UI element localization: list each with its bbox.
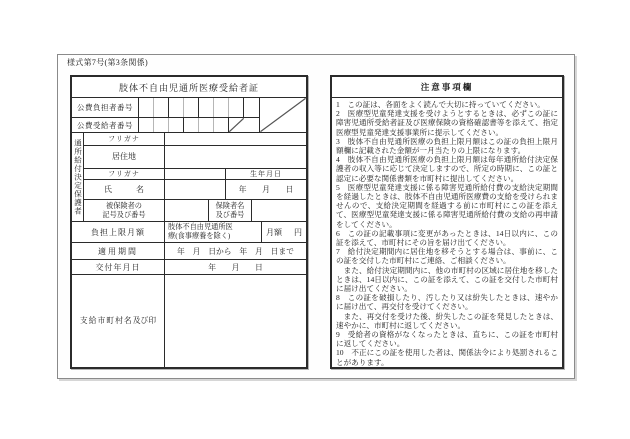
furigana-row-1: [84, 133, 306, 145]
municipality-label-line2: 及び印: [132, 316, 157, 325]
number-rows: [72, 97, 306, 132]
address-input-area: [165, 146, 306, 168]
certificate-title: 肢体不自由児通所医療受給者証: [118, 82, 259, 93]
name-input-area: [165, 180, 225, 199]
digit-cell: [139, 118, 154, 132]
address-row: [84, 145, 306, 168]
insurer-name-label: [208, 200, 252, 221]
note-item-2: 2 医療型児童発達支援を受けようとするときは、必ずこの証に障害児通所受給者証及び医療保険の資格確認書等を添えて、指定医療型児童発達支援事業所に提示してください。: [336, 109, 558, 137]
certificate-table: [70, 75, 308, 369]
birthdate-value: 年 月 日: [225, 180, 306, 199]
monthly-cap-label: 負担上限月額: [72, 222, 165, 242]
digit-cell: [169, 98, 184, 117]
birthdate-header: 生年月日: [225, 169, 306, 180]
note-item-1: 1 この証は、各面をよく読んで大切に持っていてください。: [336, 100, 545, 109]
digit-cell: [154, 118, 169, 132]
insurer-name-label-line1: 保険者名: [215, 202, 245, 211]
note-item-8b: また、再交付を受けた後、紛失したこの証を発見したときは、速やかに、市町村に返してください。: [336, 311, 558, 330]
note-item-8: 8 この証を破損したり、汚したり又は紛失したときは、速やかに届け出て、再交付を受けてください。: [336, 293, 558, 312]
slashed-cell: [229, 118, 244, 132]
municipality-row: [72, 274, 306, 367]
note-item-10: 10 不正にこの証を使用した者は、関係法令により処罰されることがあります。: [336, 348, 558, 367]
note-item-4: 4 肢体不自由児通所医療の負担上限月額は毎年通所給付決定保護者の収入等に応じて決定しますので、所定の時期に、この証と認定に必要な関係書類を市町村に提出してください。: [336, 155, 558, 183]
note-item-9: 9 受給者の資格がなくなったときは、直ちに、この証を市町村に返してください。: [336, 330, 558, 349]
protector-vertical-label: 通所給付決定保護者: [72, 133, 84, 221]
digit-cell: [169, 118, 184, 132]
note-item-3: 3 肢体不自由児通所医療の負担上限月額はこの証の負担上限月額欄に記載された金額が一月当たりの上限になります。: [336, 136, 558, 156]
municipality-label-line1: 支給市町村名: [79, 316, 133, 325]
note-item-5: 5 医療型児童発達支援に係る障害児通所給付費の支給決定期間を経過したときは、肢体不自由児通所医療費の支給を受けられませんので、支給決定期間を経過する前に市町村にこの証を添えて、医療型児童発達支援に係る障害児通所給付費の支給の再申請をしてください。: [336, 182, 558, 229]
insurer-name-input-area: [252, 200, 306, 221]
furigana-label: フリガナ: [84, 133, 165, 145]
protector-block: [72, 132, 306, 221]
notes-panel: [330, 75, 564, 369]
name-row: [84, 179, 306, 199]
recipient-number-row: [72, 117, 259, 132]
insured-number-label: [84, 200, 165, 221]
note-item-6: 6 この証の記載事項に変更があったときは、14日以内に、この証を添えて、市町村にその旨を届け出てください。: [336, 228, 558, 248]
protector-rows: [84, 133, 306, 221]
payer-number-label: 公費負担者番号: [72, 98, 139, 117]
monthly-cap-row: [72, 221, 306, 242]
payer-number-row: [72, 98, 259, 117]
validity-period-value: 年 月 日から 年 月 日まで: [177, 246, 294, 256]
insured-row: [84, 199, 306, 221]
recipient-digit-cells: [139, 118, 259, 132]
name-furigana-input-area: [165, 169, 225, 180]
recipient-number-label: 公費受給者番号: [72, 118, 139, 132]
diagonal-slash-icon: [260, 98, 306, 132]
monthly-amount-label: 月額: [266, 227, 282, 237]
furigana-label: フリガナ: [84, 169, 165, 180]
yen-label: 円: [294, 227, 302, 237]
insured-number-label-line1: 被保険者の: [106, 202, 142, 211]
validity-period-label: 適用期間: [72, 243, 165, 259]
insurer-name-label-line2: 及び番号: [215, 210, 245, 219]
name-label: 氏 名: [84, 180, 165, 199]
furigana-row-2: [84, 168, 306, 180]
insured-number-label-line2: 記号及び番号: [102, 210, 146, 219]
digit-cell: [199, 98, 214, 117]
digit-cell: [184, 98, 199, 117]
unused-area-cell: [259, 98, 306, 132]
notes-body: [332, 98, 562, 367]
furigana-input-area: [165, 133, 306, 145]
digit-cell: [154, 98, 169, 117]
insured-number-input-area: [165, 200, 208, 221]
document-sheet: [57, 54, 575, 379]
payer-digit-cells: [139, 98, 259, 117]
issue-date-value: 年 月 日: [208, 262, 263, 272]
municipality-seal-area: [165, 275, 306, 367]
digit-cell: [214, 118, 229, 132]
diagonal-slash-icon: [229, 118, 244, 132]
municipality-label: [72, 275, 165, 367]
digit-cell: [229, 98, 244, 117]
note-item-7b: また、給付決定期間内に、他の市町村の区域に居住地を移したときは、14日以内に、この証を添えて、この証を交付した市町村に届け出てください。: [336, 265, 558, 294]
digit-cell: [139, 98, 154, 117]
issue-date-label: 交付年月日: [72, 260, 165, 274]
monthly-cap-scope-line1: 肢体不自由児通所医: [168, 223, 233, 232]
monthly-cap-scope: [165, 222, 262, 242]
digit-cell: [184, 118, 199, 132]
validity-period-row: [72, 242, 306, 259]
digit-cell: [214, 98, 229, 117]
digit-cell: [244, 98, 259, 117]
monthly-cap-scope-line2: 療(食事療養を除く): [168, 232, 231, 240]
notes-header: 注意事項欄: [332, 77, 562, 98]
form-code-label: 様式第7号(第3条関係): [67, 58, 148, 67]
address-label: 居住地: [84, 146, 165, 168]
issue-date-row: [72, 259, 306, 274]
note-item-7: 7 給付決定期間内に居住地を移そうとする場合は、事前に、この証を交付した市町村にご連絡、ご相談ください。: [336, 247, 558, 266]
monthly-cap-amount-cell: [262, 222, 306, 242]
digit-cell: [199, 118, 214, 132]
